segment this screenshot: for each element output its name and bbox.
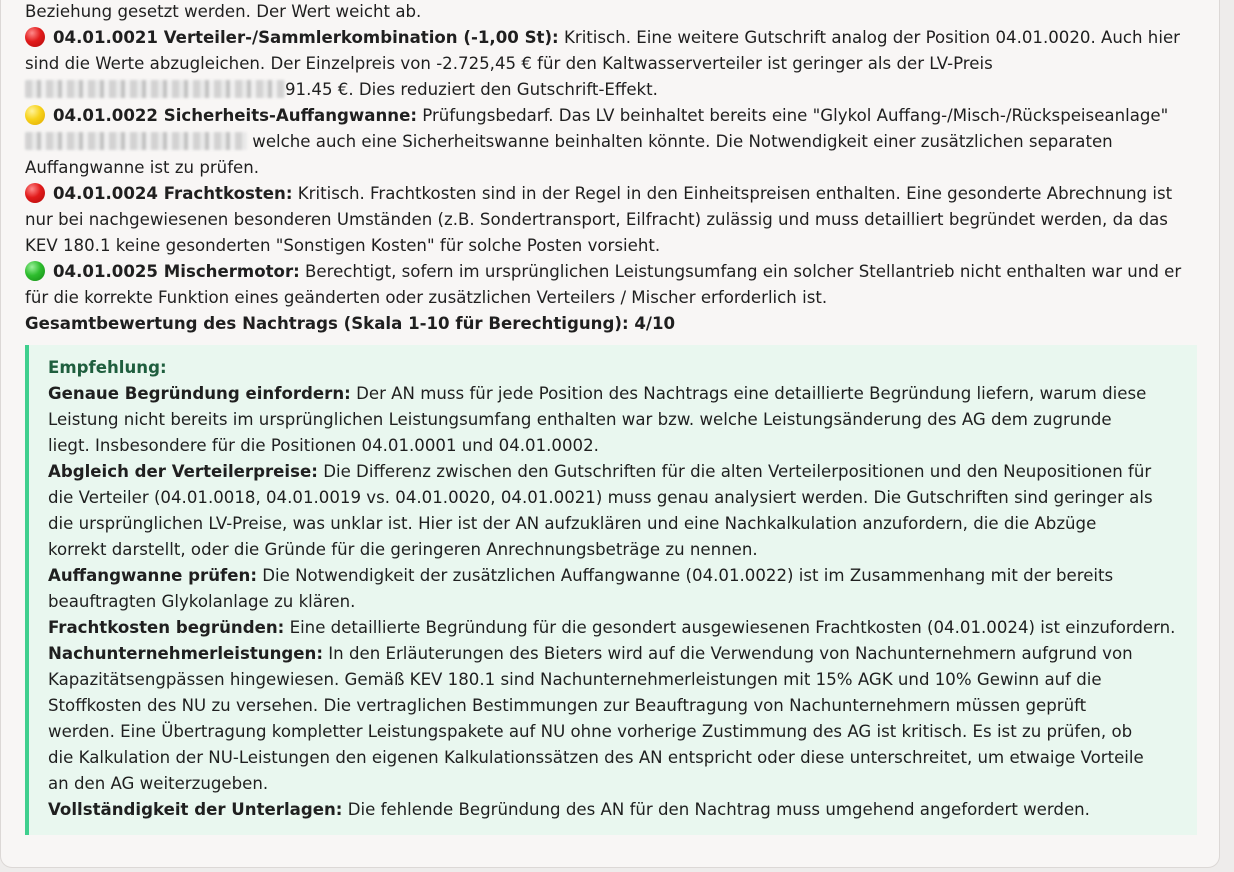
item-title: 04.01.0022 Sicherheits-Auffangwanne:: [53, 106, 417, 125]
rec-heading: Frachtkosten begründen:: [48, 618, 285, 637]
rec-heading: Genaue Begründung einfordern:: [48, 384, 351, 403]
item-text: 91.45 €. Dies reduziert den Gutschrift-Effekt.: [285, 80, 658, 99]
rec-heading: Nachunternehmerleistungen:: [48, 644, 323, 663]
assessment-content: [25, 0, 1200, 337]
rec-text: beauftragten Glykolanlage zu klären.: [48, 592, 356, 611]
intro-partial-line: Beziehung gesetzt werden. Der Wert weicht ab.: [25, 2, 422, 21]
item-text: Kritisch. Eine weitere Gutschrift analog der Position 04.01.0020. Auch hier: [563, 28, 1180, 47]
rec-text: Eine detaillierte Begründung für die gesondert ausgewiesenen Frachtkosten (04.01.0024) ist einzufordern.: [289, 618, 1176, 637]
rec-section-justification: [48, 381, 1197, 459]
rec-text: die Kalkulation der NU-Leistungen den eigenen Kalkulationssätzen des AN entspricht oder diese unterschreitet, um etwaige Vorteile: [48, 748, 1144, 767]
recommendation-box: [25, 345, 1197, 835]
rec-section-freight: [48, 615, 1197, 641]
rec-text: Stoffkosten des NU zu versehen. Die vertraglichen Bestimmungen zur Beauftragung von Nachunternehmern müssen geprüft: [48, 696, 1087, 715]
item-text: sind die Werte abzugleichen. Der Einzelpreis von -2.725,45 € für den Kaltwasserverteiler ist geringer als der LV-Preis: [25, 54, 993, 73]
rec-text: liegt. Insbesondere für die Positionen 04.01.0001 und 04.01.0002.: [48, 436, 599, 455]
item-text-redacted-line: [25, 77, 1200, 103]
rec-heading: Vollständigkeit der Unterlagen:: [48, 800, 343, 819]
item-04-01-0024: [25, 181, 1200, 207]
rec-text: werden. Eine Übertragung kompletter Leistungspakete auf NU ohne vorherige Zustimmung des AG ist kritisch. Es ist zu prüfen, ob: [48, 722, 1133, 741]
rec-text: an den AG weiterzugeben.: [48, 774, 269, 793]
rec-text: Die Notwendigkeit der zusätzlichen Auffangwanne (04.01.0022) ist im Zusammenhang mit der bereits: [262, 566, 1114, 585]
item-text: KEV 180.1 keine gesonderten "Sonstigen Kosten" für solche Posten vorsieht.: [25, 236, 661, 255]
redacted-blur: [25, 80, 285, 98]
rec-text: Der AN muss für jede Position des Nachtrags eine detaillierte Begründung liefern, warum diese: [356, 384, 1147, 403]
rec-section-distributor-prices: [48, 459, 1197, 563]
item-04-01-0021: [25, 25, 1200, 51]
rec-text: Die Differenz zwischen den Gutschriften für die alten Verteilerpositionen und den Neupositionen für: [323, 462, 1152, 481]
item-text-redacted-line: [25, 129, 1200, 155]
item-04-01-0025: [25, 259, 1200, 285]
rec-heading: Abgleich der Verteilerpreise:: [48, 462, 318, 481]
rec-text: korrekt darstellt, oder die Gründe für die geringeren Anrechnungsbeträge zu nennen.: [48, 540, 758, 559]
recommendation-title: Empfehlung:: [48, 358, 167, 377]
item-title: 04.01.0024 Frachtkosten:: [53, 184, 293, 203]
rec-text: die Verteiler (04.01.0018, 04.01.0019 vs. 04.01.0020, 04.01.0021) muss genau analysiert werden. Die Gutschriften sind geringer als: [48, 488, 1153, 507]
yellow-circle-icon: [25, 105, 45, 125]
rec-text: Kapazitätsengpässen hingewiesen. Gemäß KEV 180.1 sind Nachunternehmerleistungen mit 15% AGK und 10% Gewinn auf die: [48, 670, 1102, 689]
item-text: Auffangwanne ist zu prüfen.: [25, 158, 260, 177]
rec-section-completeness: [48, 797, 1197, 823]
rec-text: In den Erläuterungen des Bieters wird auf die Verwendung von Nachunternehmern aufgrund von: [328, 644, 1133, 663]
rec-section-subcontractors: [48, 641, 1197, 797]
rec-heading: Auffangwanne prüfen:: [48, 566, 257, 585]
item-text: nur bei nachgewiesenen besonderen Umständen (z.B. Sondertransport, Eilfracht) zulässig und muss detailliert begründet werden, da das: [25, 210, 1168, 229]
green-circle-icon: [25, 261, 45, 281]
red-circle-icon: [25, 27, 45, 47]
redacted-blur: [25, 132, 247, 150]
item-04-01-0022: [25, 103, 1200, 129]
item-text: Kritisch. Frachtkosten sind in der Regel in den Einheitspreisen enthalten. Eine gesonderte Abrechnung ist: [297, 184, 1173, 203]
item-title: 04.01.0021 Verteiler-/Sammlerkombination (-1,00 St):: [53, 28, 559, 47]
item-text: Berechtigt, sofern im ursprünglichen Leistungsumfang ein solcher Stellantrieb nicht enthalten war und er: [305, 262, 1182, 281]
overall-rating: Gesamtbewertung des Nachtrags (Skala 1-10 für Berechtigung): 4/10: [25, 314, 676, 333]
rec-text: die ursprünglichen LV-Preise, was unklar ist. Hier ist der AN aufzuklären und eine Nachkalkulation anzufordern, die die Abzüge: [48, 514, 1097, 533]
rec-text: Die fehlende Begründung des AN für den Nachtrag muss umgehend angefordert werden.: [347, 800, 1090, 819]
red-circle-icon: [25, 183, 45, 203]
rec-text: Leistung nicht bereits im ursprünglichen Leistungsumfang enthalten war bzw. welche Leistungsänderung des AG dem zugrunde: [48, 410, 1112, 429]
item-text: Prüfungsbedarf. Das LV beinhaltet bereits eine "Glykol Auffang-/Misch-/Rückspeiseanlage": [422, 106, 1169, 125]
item-text: für die korrekte Funktion eines geänderten oder zusätzlichen Verteilers / Mischer erforderlich ist.: [25, 288, 828, 307]
rec-section-drip-tray: [48, 563, 1197, 615]
item-title: 04.01.0025 Mischermotor:: [53, 262, 300, 281]
item-text: welche auch eine Sicherheitswanne beinhalten könnte. Die Notwendigkeit einer zusätzlichen separaten: [252, 132, 1113, 151]
